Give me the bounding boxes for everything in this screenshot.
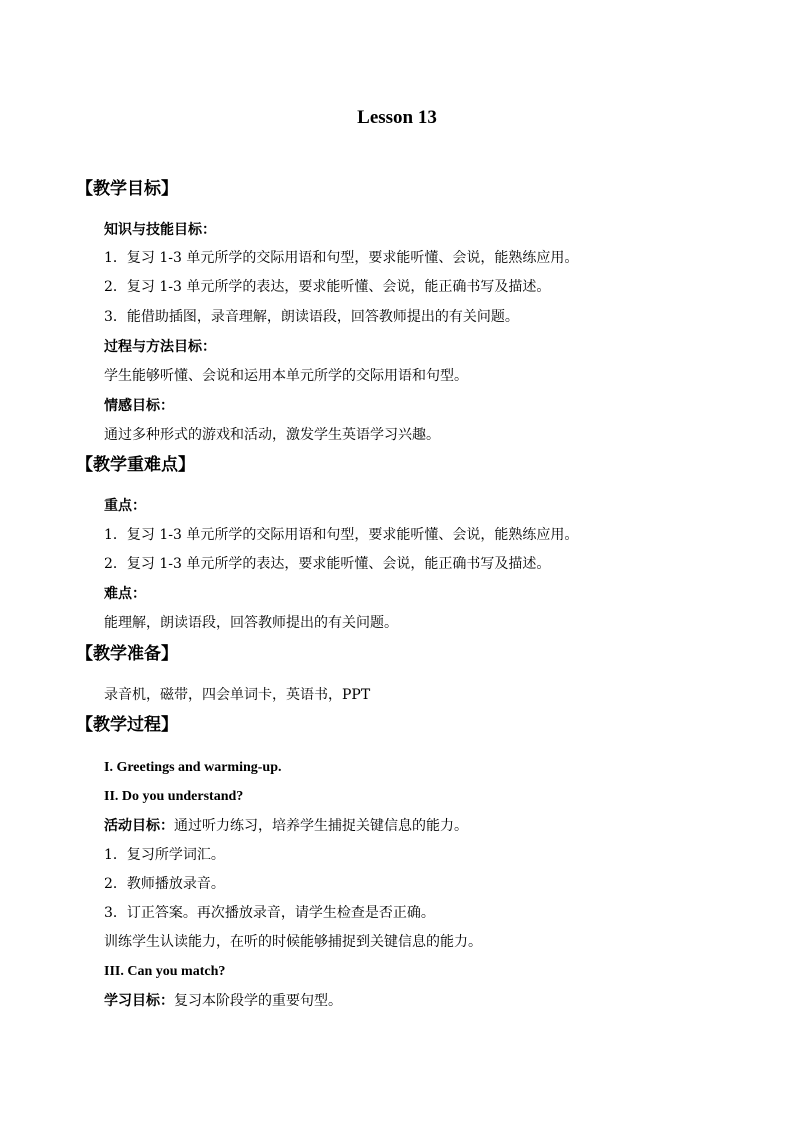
key-points-heading: 【教学重难点】 bbox=[76, 455, 195, 475]
preparation-text: 录音机，磁带，四会单词卡，英语书，PPT bbox=[104, 687, 371, 703]
knowledge-item-1: 1．复习 1-3 单元所学的交际用语和句型，要求能听懂、会说，能熟练应用。 bbox=[104, 250, 579, 266]
learning-goal-label: 学习目标： bbox=[104, 993, 174, 1009]
objectives-heading: 【教学目标】 bbox=[76, 179, 178, 199]
activity-goal-text: 通过听力练习，培养学生捕捉关键信息的能力。 bbox=[174, 818, 468, 834]
preparation-heading: 【教学准备】 bbox=[76, 644, 178, 664]
process-method-label: 过程与方法目标： bbox=[104, 339, 216, 355]
difficult-label: 难点： bbox=[104, 586, 146, 602]
step-2-title: II. Do you understand? bbox=[104, 789, 244, 804]
process-heading: 【教学过程】 bbox=[76, 715, 178, 735]
step-3-title: III. Can you match? bbox=[104, 964, 226, 979]
learning-goal bbox=[104, 991, 342, 1011]
emotion-text: 通过多种形式的游戏和活动，激发学生英语学习兴趣。 bbox=[104, 427, 440, 443]
step-2-note: 训练学生认读能力，在听的时候能够捕捉到关键信息的能力。 bbox=[104, 934, 482, 950]
emotion-label: 情感目标： bbox=[104, 398, 174, 414]
knowledge-label: 知识与技能目标： bbox=[104, 222, 216, 238]
step-2-item-1: 1．复习所学词汇。 bbox=[104, 847, 225, 863]
activity-goal-label: 活动目标： bbox=[104, 818, 174, 834]
step-1-title: I. Greetings and warming-up. bbox=[104, 760, 282, 775]
difficult-text: 能理解，朗读语段，回答教师提出的有关问题。 bbox=[104, 615, 398, 631]
key-item-1: 1．复习 1-3 单元所学的交际用语和句型，要求能听懂、会说，能熟练应用。 bbox=[104, 527, 579, 543]
knowledge-item-2: 2．复习 1-3 单元所学的表达，要求能听懂、会说，能正确书写及描述。 bbox=[104, 279, 551, 295]
page-title: Lesson 13 bbox=[357, 107, 437, 128]
learning-goal-text: 复习本阶段学的重要句型。 bbox=[174, 993, 342, 1009]
key-item-2: 2．复习 1-3 单元所学的表达，要求能听懂、会说，能正确书写及描述。 bbox=[104, 556, 551, 572]
activity-goal bbox=[104, 816, 468, 836]
step-2-item-3: 3．订正答案。再次播放录音，请学生检查是否正确。 bbox=[104, 905, 435, 921]
process-method-text: 学生能够听懂、会说和运用本单元所学的交际用语和句型。 bbox=[104, 368, 468, 384]
step-2-item-2: 2．教师播放录音。 bbox=[104, 876, 225, 892]
key-label: 重点： bbox=[104, 498, 146, 514]
knowledge-item-3: 3．能借助插图，录音理解，朗读语段，回答教师提出的有关问题。 bbox=[104, 309, 519, 325]
